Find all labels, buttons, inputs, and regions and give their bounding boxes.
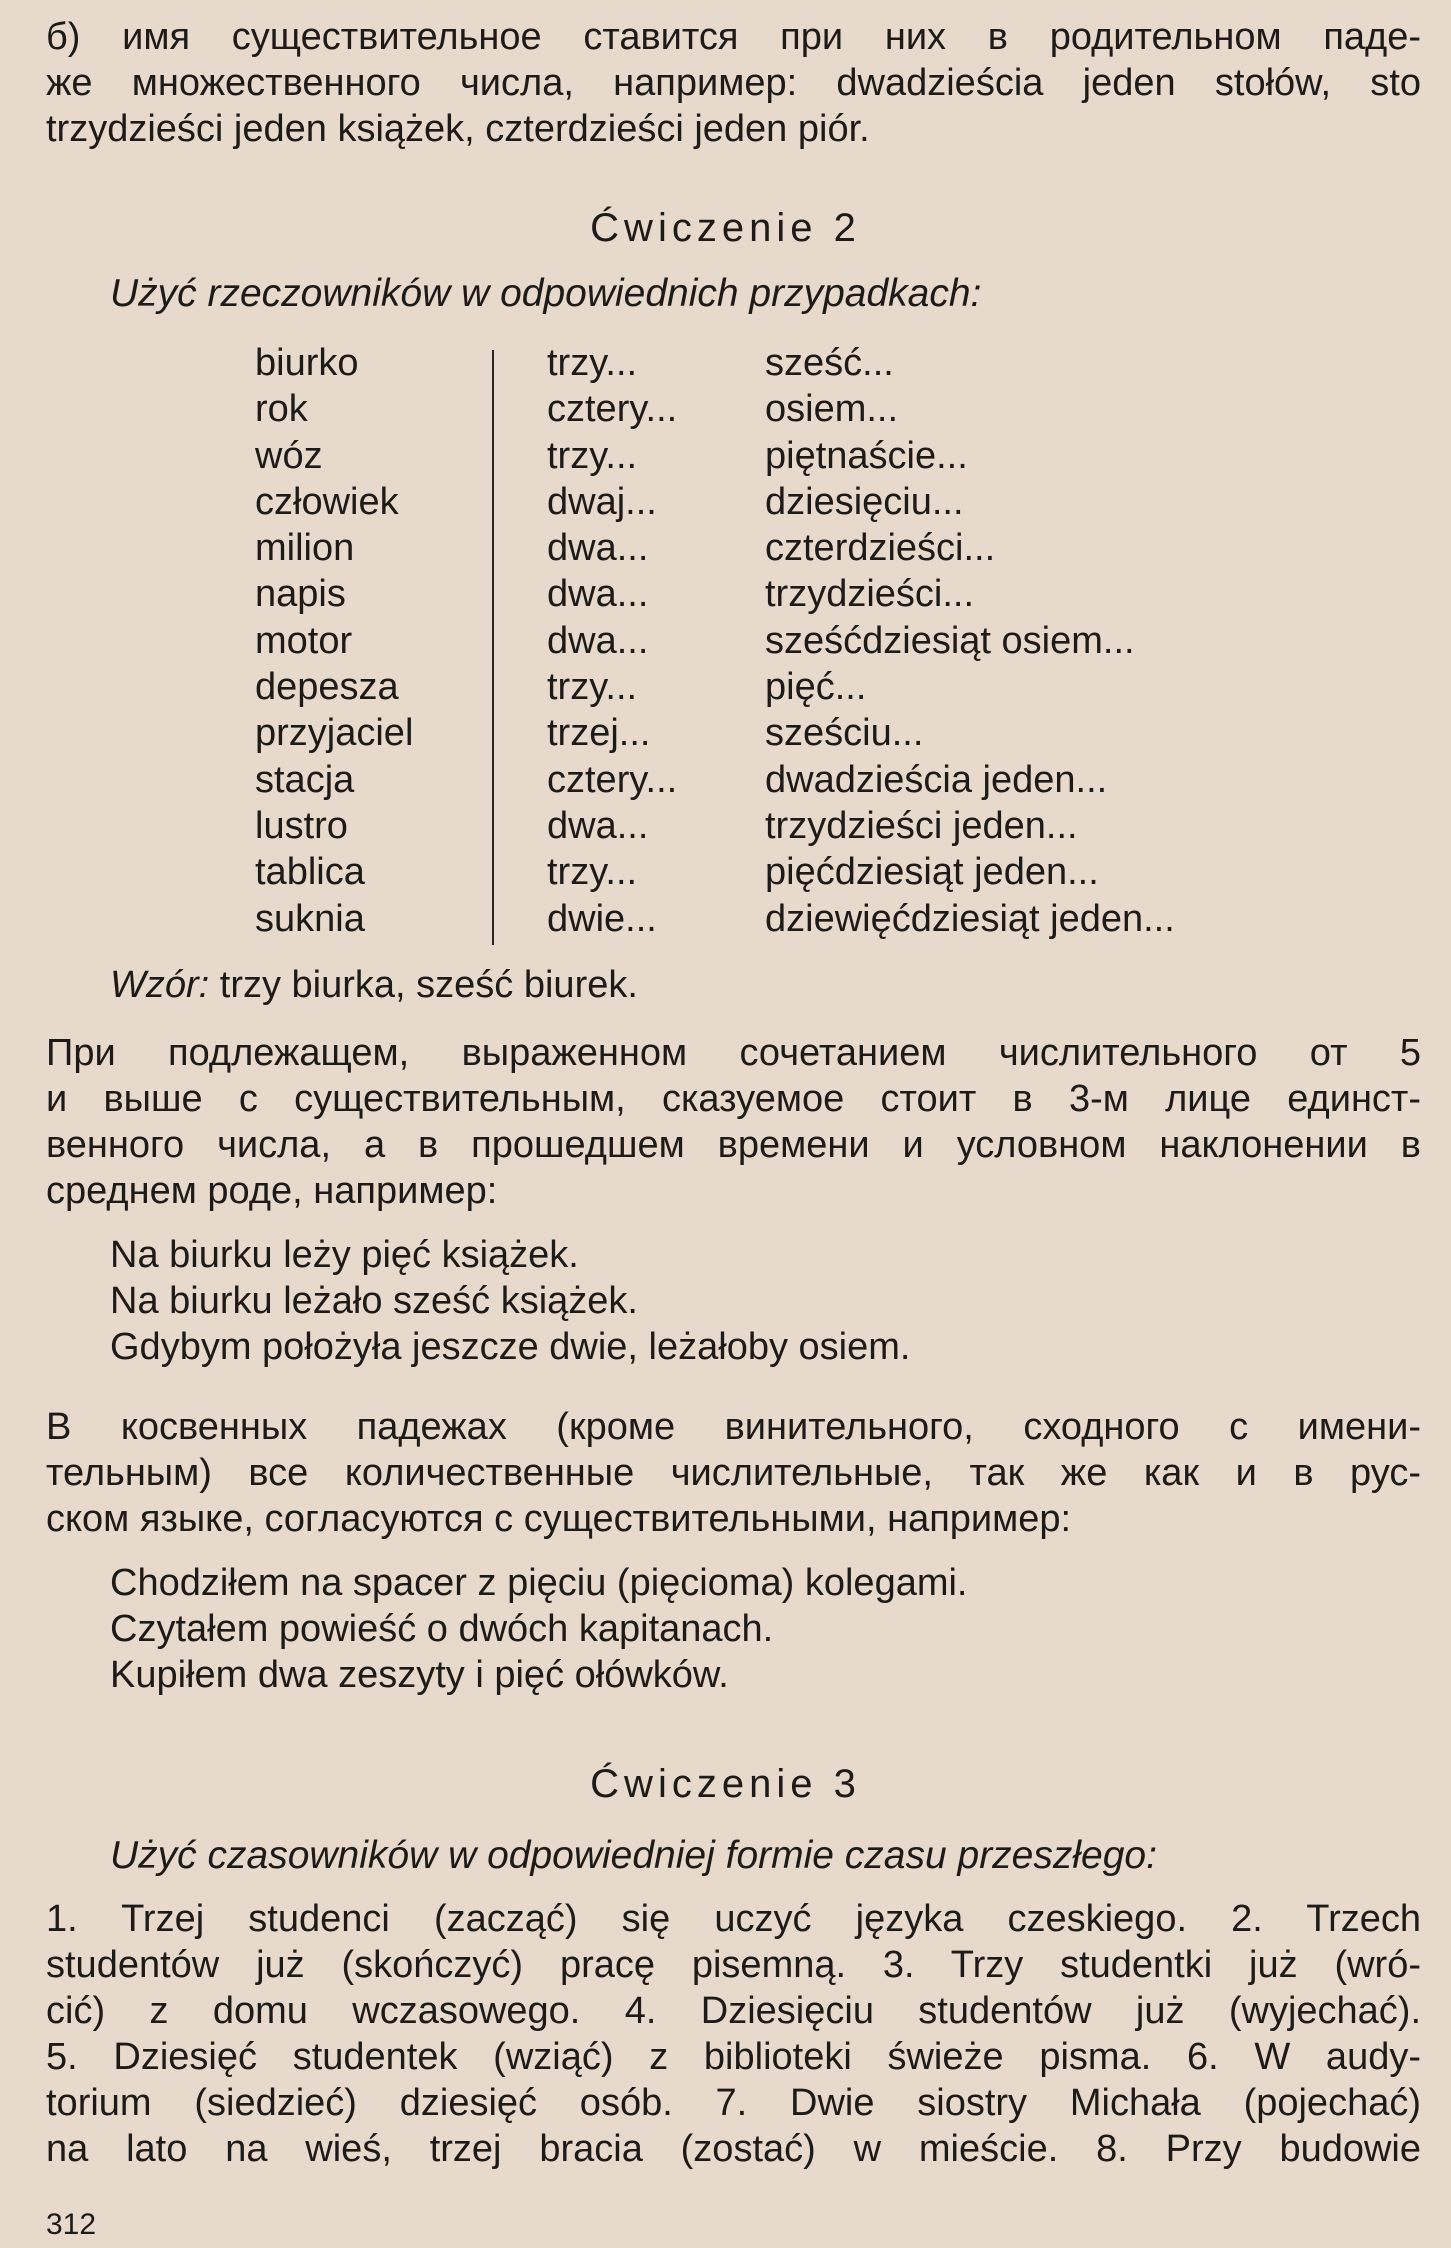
noun-cell: biurko: [255, 342, 359, 384]
numeral-cell: sześć...: [765, 342, 894, 384]
text-line: na lato na wieś, trzej bracia (zostać) w mieście. 8. Przy budowie: [46, 2128, 1421, 2170]
numeral-cell: dwie...: [547, 897, 657, 940]
text-line: torium (siedzieć) dziesięć osób. 7. Dwie siostry Michała (pojechać): [46, 2082, 1421, 2124]
example-line: Gdybym położyła jeszcze dwie, leżałoby osiem.: [110, 1326, 911, 1368]
exercise-3-heading: Ćwiczenie 3: [590, 1762, 861, 1806]
noun-cell: stacja: [255, 758, 355, 801]
numeral-cell: osiem...: [765, 388, 899, 431]
text-line: 5. Dziesięć studentek (wziąć) z biblioteki świeże pisma. 6. W audy-: [46, 2036, 1421, 2078]
example-line: Chodziłem na spacer z pięciu (pięcioma) kolegami.: [110, 1562, 968, 1604]
example-line: Kupiłem dwa zeszyty i pięć ołówków.: [110, 1654, 729, 1696]
numeral-cell: piętnaście...: [765, 434, 968, 477]
model-answer: [110, 964, 638, 1007]
text-line: же множественного числа, например: dwadzieścia jeden stołów, sto: [46, 62, 1421, 104]
numeral-cell: trzy...: [547, 851, 638, 894]
text-line: б) имя существительное ставится при них в родительном паде-: [46, 16, 1421, 58]
numeral-cell: pięć...: [765, 666, 867, 709]
numeral-cell: trzydzieści jeden...: [765, 804, 1078, 847]
numeral-cell: sześćdziesiąt osiem...: [765, 619, 1135, 662]
numeral-cell: dwaj...: [547, 480, 657, 523]
noun-cell: motor: [255, 619, 353, 662]
numeral-cell: dwa...: [547, 573, 649, 616]
numeral-cell: trzy...: [547, 342, 638, 384]
noun-cell: milion: [255, 527, 355, 570]
numeral-cell: dwa...: [547, 619, 649, 662]
text-line: 1. Trzej studenci (zacząć) się uczyć języka czeskiego. 2. Trzech: [46, 1898, 1421, 1940]
example-line: Czytałem powieść o dwóch kapitanach.: [110, 1608, 774, 1650]
numeral-cell: dziewięćdziesiąt jeden...: [765, 897, 1175, 940]
noun-cell: lustro: [255, 804, 348, 847]
example-line: Na biurku leżało sześć książek.: [110, 1280, 638, 1322]
noun-cell: przyjaciel: [255, 712, 414, 755]
text-line: studentów już (skończyć) pracę pisemną. 3. Trzy studentki już (wró-: [46, 1944, 1421, 1986]
noun-cell: napis: [255, 573, 346, 616]
numeral-cell: trzy...: [547, 434, 638, 477]
text-line: В косвенных падежах (кроме винительного, сходного с имени-: [46, 1406, 1421, 1448]
model-text: trzy biurka, sześć biurek.: [219, 964, 638, 1006]
examples-1: [110, 1232, 910, 1370]
model-label: Wzór:: [110, 964, 210, 1006]
numeral-cell: trzy...: [547, 666, 638, 709]
text-line: венного числа, а в прошедшем времени и условном наклонении в: [46, 1124, 1421, 1166]
noun-cell: wóz: [255, 434, 323, 477]
text-line: При подлежащем, выраженном сочетанием числительного от 5: [46, 1032, 1421, 1074]
noun-cell: suknia: [255, 897, 365, 940]
page-number: 312: [46, 2208, 97, 2241]
numeral-cell: trzydzieści...: [765, 573, 975, 616]
exercise-3-instruction: Użyć czasowników w odpowiedniej formie czasu przeszłego:: [110, 1834, 1157, 1877]
numeral-cell: dwa...: [547, 804, 649, 847]
examples-2: [110, 1560, 968, 1698]
noun-cell: depesza: [255, 666, 399, 709]
column-divider: [492, 350, 494, 945]
example-line: Na biurku leży pięć książek.: [110, 1234, 579, 1276]
numeral-cell: sześciu...: [765, 712, 924, 755]
numeral-cell: dwadzieścia jeden...: [765, 758, 1108, 801]
numeral-cell: cztery...: [547, 758, 678, 801]
noun-cell: rok: [255, 388, 308, 431]
numeral-cell: trzej...: [547, 712, 651, 755]
exercise-2-heading: Ćwiczenie 2: [590, 206, 861, 250]
text-line: тельным) все количественные числительные, так же как и в рус-: [46, 1452, 1421, 1494]
numeral-cell: cztery...: [547, 388, 678, 431]
intro-paragraph: [46, 14, 1421, 152]
exercise-2-instruction: Użyć rzeczowników w odpowiednich przypadkach:: [110, 272, 982, 315]
rule-1-paragraph: [46, 1030, 1421, 1214]
text-line: cić) z domu wczasowego. 4. Dziesięciu studentów już (wyjechać).: [46, 1990, 1421, 2032]
text-line: trzydzieści jeden książek, czterdzieści jeden piór.: [46, 108, 870, 150]
noun-cell: człowiek: [255, 480, 399, 523]
numeral-cell: dziesięciu...: [765, 480, 964, 523]
rule-2-paragraph: [46, 1404, 1421, 1542]
text-line: среднем роде, например:: [46, 1170, 498, 1212]
noun-cell: tablica: [255, 851, 365, 894]
numeral-cell: dwa...: [547, 527, 649, 570]
text-line: ском языке, согласуются с существительными, например:: [46, 1498, 1072, 1540]
text-line: и выше с существительным, сказуемое стоит в 3-м лице единст-: [46, 1078, 1421, 1120]
numeral-cell: czterdzieści...: [765, 527, 996, 570]
exercise-3-text: [46, 1896, 1421, 2172]
numeral-cell: pięćdziesiąt jeden...: [765, 851, 1099, 894]
